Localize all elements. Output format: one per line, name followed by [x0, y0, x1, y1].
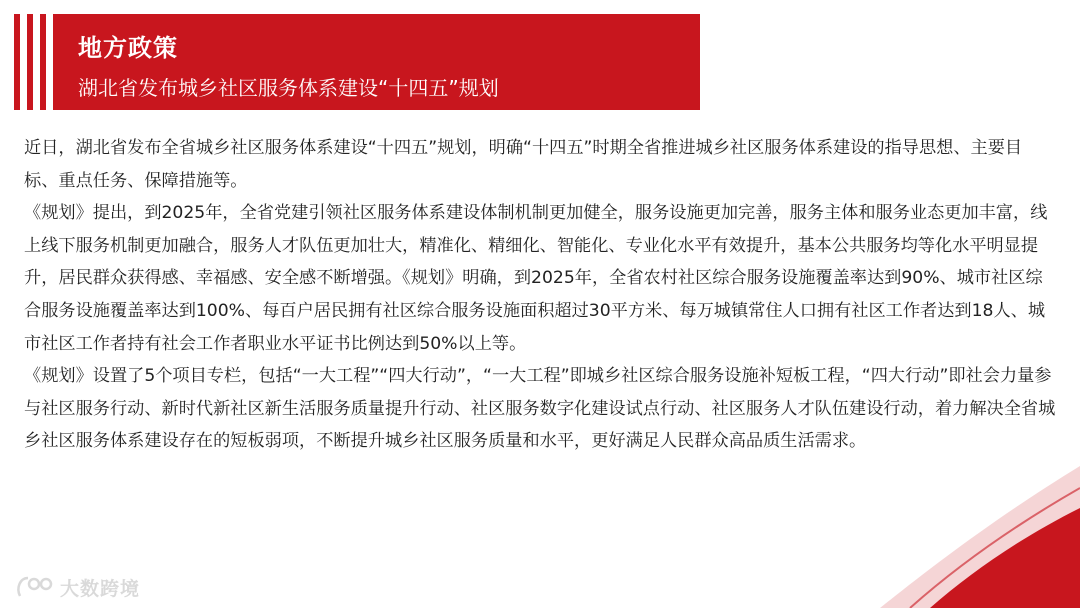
paragraph: 近日，湖北省发布全省城乡社区服务体系建设“十四五”规划，明确“十四五”时期全省推进城乡社区服务体系建设的指导思想、主要目标、重点任务、保障措施等。: [24, 138, 1023, 191]
watermark-logo-icon: [14, 574, 54, 600]
page-subtitle: 湖北省发布城乡社区服务体系建设“十四五”规划: [78, 76, 499, 100]
corner-swoosh-decoration: [820, 448, 1080, 608]
article-body: [24, 132, 1056, 458]
watermark: [14, 572, 140, 602]
paragraph: 《规划》提出，到2025年，全省党建引领社区服务体系建设体制机制更加健全，服务设施更加完善，服务主体和服务业态更加丰富，线上线下服务机制更加融合，服务人才队伍更加壮大，精准化、精细化、智能化、专业化水平有效提升，基本公共服务均等化水平明显提升，居民群众获得感、幸福感、安全感不断增强。《规划》明确，到2025年，全省农村社区综合服务设施覆盖率达到90%、城市社区综合服务设施覆盖率达到100%、每百户居民拥有社区综合服务设施面积超过30平方米、每万城镇常住人口拥有社区工作者达到18人、城市社区工作者持有社会工作者职业水平证书比例达到50%以上等。: [24, 203, 1048, 354]
paragraph: 《规划》设置了5个项目专栏，包括“一大工程”“四大行动”，“一大工程”即城乡社区综合服务设施补短板工程，“四大行动”即社会力量参与社区服务行动、新时代新社区新生活服务质量提升行动、社区服务数字化建设试点行动、社区服务人才队伍建设行动，着力解决全省城乡社区服务体系建设存在的短板弱项，不断提升城乡社区服务质量和水平，更好满足人民群众高品质生活需求。: [24, 366, 1056, 452]
header-stripe: [40, 14, 46, 110]
header-stripe: [27, 14, 33, 110]
header-stripes: [14, 14, 60, 110]
header-stripe: [14, 14, 20, 110]
header-stripe: [53, 14, 60, 110]
watermark-text: 大数跨境: [60, 577, 141, 600]
page-title: 地方政策: [78, 34, 178, 62]
